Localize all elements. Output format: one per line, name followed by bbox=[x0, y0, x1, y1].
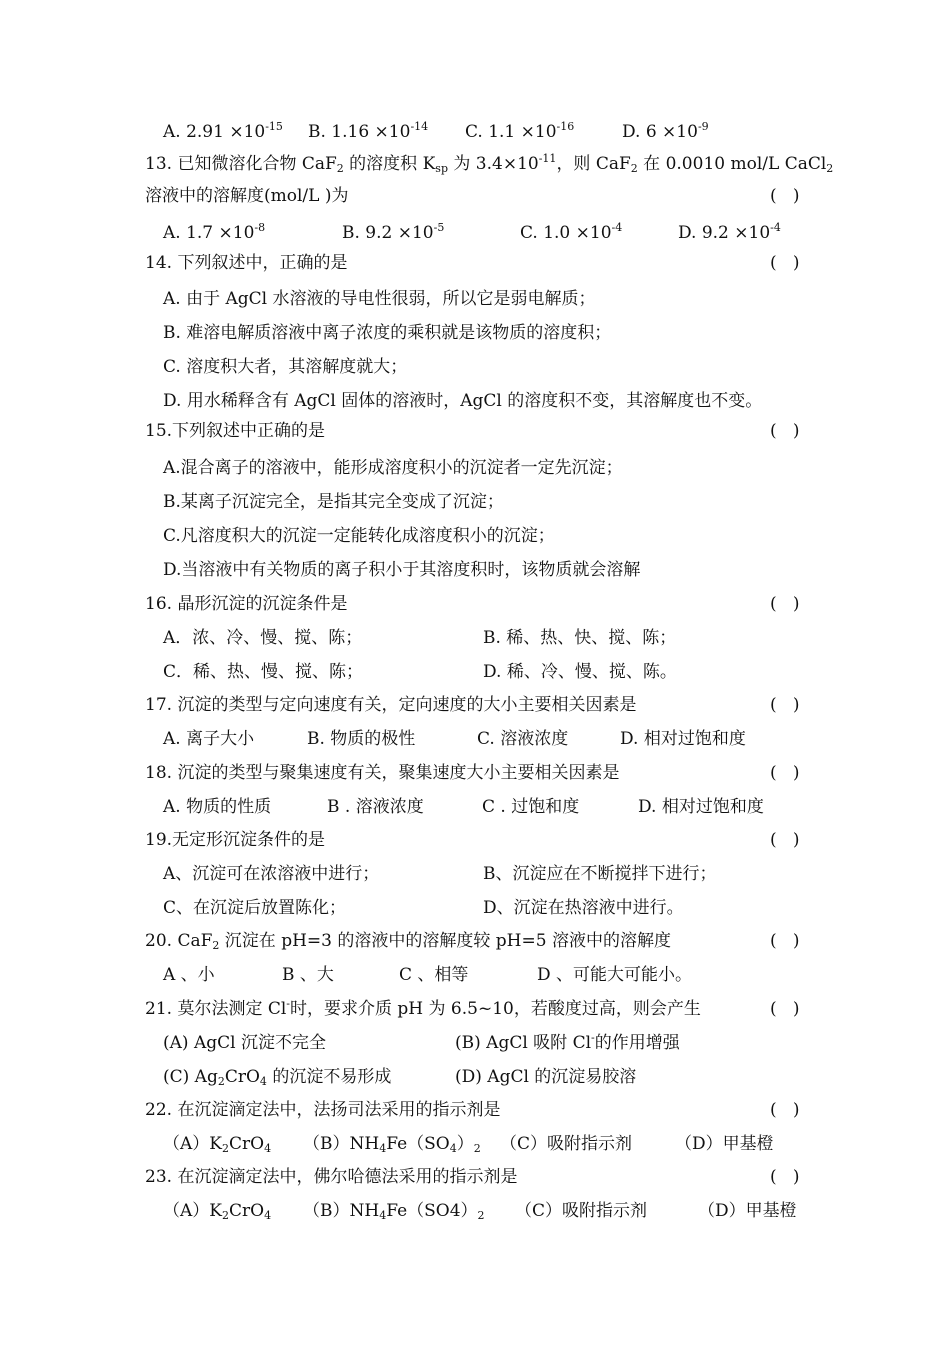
q14-option-a: A. 由于 AgCl 水溶液的导电性很弱，所以它是弱电解质； bbox=[163, 289, 596, 309]
q15-option-d: D.当溶液中有关物质的离子积小于其溶度积时，该物质就会溶解 bbox=[163, 560, 641, 580]
q16-option-a: A．浓、冷、慢、搅、陈； bbox=[163, 628, 363, 648]
q15-option-c: C.凡溶度积大的沉淀一定能转化成溶度积小的沉淀； bbox=[163, 526, 555, 546]
answer-blank[interactable]: ( ) bbox=[770, 931, 800, 951]
q16-option-b: B. 稀、热、快、搅、陈； bbox=[483, 628, 677, 648]
q20-stem: 20. CaF$_2$ 沉淀在 pH=3 的溶液中的溶解度较 pH=5 溶液中的溶解度 bbox=[145, 931, 671, 952]
answer-blank[interactable]: ( ) bbox=[770, 186, 800, 206]
q19-option-d: D、沉淀在热溶液中进行。 bbox=[483, 898, 684, 918]
q12-option-d: D. $6 \times 10^{-9}$ bbox=[622, 120, 709, 142]
answer-blank[interactable]: ( ) bbox=[770, 763, 800, 783]
q23-stem: 23. 在沉淀滴定法中，佛尔哈德法采用的指示剂是 bbox=[145, 1167, 518, 1187]
answer-blank[interactable]: ( ) bbox=[770, 594, 800, 614]
q15-option-a: A.混合离子的溶液中，能形成溶度积小的沉淀者一定先沉淀； bbox=[163, 458, 623, 478]
q23-option-d: （D）甲基橙 bbox=[698, 1201, 797, 1221]
q14-option-c: C. 溶度积大者，其溶解度就大； bbox=[163, 357, 408, 377]
q21-option-c: (C) $Ag_2CrO_4$ 的沉淀不易形成 bbox=[163, 1067, 392, 1088]
q13-stem-line2: 溶液中的溶解度(mol/L )为 bbox=[145, 186, 349, 206]
q22-option-a: $(A)K_2CrO_4$ bbox=[163, 1134, 272, 1155]
q14-option-b: B. 难溶电解质溶液中离子浓度的乘积就是该物质的溶度积； bbox=[163, 323, 612, 343]
q17-option-b: B. 物质的极性 bbox=[307, 729, 416, 749]
q17-option-c: C. 溶液浓度 bbox=[477, 729, 569, 749]
q13-stem: 13. 已知微溶化合物 CaF$_2$ 的溶度积 $K_{sp}$ 为 $3.4\times 10^{-11}$，则 CaF$_2$ 在 0.0010 mol/L CaCl$_2$ bbox=[145, 152, 834, 175]
q14-option-d: D. 用水稀释含有 AgCl 固体的溶液时，AgCl 的溶度积不变，其溶解度也不变。 bbox=[163, 391, 763, 411]
q12-option-a: A. $2.91 \times 10^{-15}$ bbox=[163, 120, 283, 142]
q23-option-a: $(A)K_2CrO_4$ bbox=[163, 1201, 272, 1222]
q16-option-d: D. 稀、冷、慢、搅、陈。 bbox=[483, 662, 677, 682]
q12-option-b: B. $1.16 \times 10^{-14}$ bbox=[308, 120, 429, 142]
q13-option-d: D. $9.2 \times 10^{-4}$ bbox=[678, 221, 781, 243]
q19-stem: 19.无定形沉淀条件的是 bbox=[145, 830, 326, 850]
q16-stem: 16. 晶形沉淀的沉淀条件是 bbox=[145, 594, 348, 614]
q22-stem: 22. 在沉淀滴定法中，法扬司法采用的指示剂是 bbox=[145, 1100, 501, 1120]
q14-stem: 14. 下列叙述中，正确的是 bbox=[145, 253, 348, 273]
q15-option-b: B.某离子沉淀完全，是指其完全变成了沉淀； bbox=[163, 492, 504, 512]
answer-blank[interactable]: ( ) bbox=[770, 695, 800, 715]
q23-option-c: （C）吸附指示剂 bbox=[515, 1201, 648, 1221]
q18-option-b: B . 溶液浓度 bbox=[327, 797, 424, 817]
q18-stem: 18. 沉淀的类型与聚集速度有关，聚集速度大小主要相关因素是 bbox=[145, 763, 620, 783]
q20-option-d: D 、可能大可能小。 bbox=[537, 965, 693, 985]
q23-option-b: $(B)NH_4Fe(SO4)_2$ bbox=[303, 1201, 485, 1222]
answer-blank[interactable]: ( ) bbox=[770, 1167, 800, 1187]
q16-option-c: C．稀、热、慢、搅、陈； bbox=[163, 662, 364, 682]
q17-option-a: A. 离子大小 bbox=[163, 729, 255, 749]
q17-option-d: D. 相对过饱和度 bbox=[620, 729, 746, 749]
q17-stem: 17. 沉淀的类型与定向速度有关，定向速度的大小主要相关因素是 bbox=[145, 695, 637, 715]
q13-option-a: A. $1.7 \times 10^{-8}$ bbox=[163, 221, 266, 243]
q21-option-d: (D) AgCl 的沉淀易胶溶 bbox=[455, 1067, 637, 1087]
answer-blank[interactable]: ( ) bbox=[770, 830, 800, 850]
q18-option-a: A. 物质的性质 bbox=[163, 797, 272, 817]
answer-blank[interactable]: ( ) bbox=[770, 1100, 800, 1120]
q18-option-c: C . 过饱和度 bbox=[482, 797, 580, 817]
q21-stem: 21. 莫尔法测定 Cl-时，要求介质 pH 为 6.5~10，若酸度过高，则会产生 bbox=[145, 997, 701, 1019]
q12-option-c: C. $1.1 \times 10^{-16}$ bbox=[465, 120, 575, 142]
q15-stem: 15.下列叙述中正确的是 bbox=[145, 421, 326, 441]
answer-blank[interactable]: ( ) bbox=[770, 999, 800, 1019]
q20-option-b: B 、大 bbox=[282, 965, 334, 985]
q21-option-b: (B) AgCl 吸附 Cl-的作用增强 bbox=[455, 1031, 680, 1053]
q21-option-a: (A) AgCl 沉淀不完全 bbox=[163, 1033, 326, 1053]
answer-blank[interactable]: ( ) bbox=[770, 253, 800, 273]
q22-option-d: （D）甲基橙 bbox=[675, 1134, 774, 1154]
q19-option-c: C、在沉淀后放置陈化； bbox=[163, 898, 347, 918]
q18-option-d: D. 相对过饱和度 bbox=[638, 797, 764, 817]
q22-option-b: $(B)NH_4Fe(SO_4)_2$ bbox=[303, 1134, 481, 1155]
q19-option-a: A、沉淀可在浓溶液中进行； bbox=[163, 864, 380, 884]
q22-option-c: （C）吸附指示剂 bbox=[500, 1134, 633, 1154]
q20-option-a: A 、小 bbox=[163, 965, 215, 985]
q13-option-c: C. $1.0 \times 10^{-4}$ bbox=[520, 221, 623, 243]
q19-option-b: B、沉淀应在不断搅拌下进行； bbox=[483, 864, 717, 884]
answer-blank[interactable]: ( ) bbox=[770, 421, 800, 441]
q20-option-c: C 、相等 bbox=[399, 965, 469, 985]
q13-option-b: B. $9.2 \times 10^{-5}$ bbox=[342, 221, 445, 243]
